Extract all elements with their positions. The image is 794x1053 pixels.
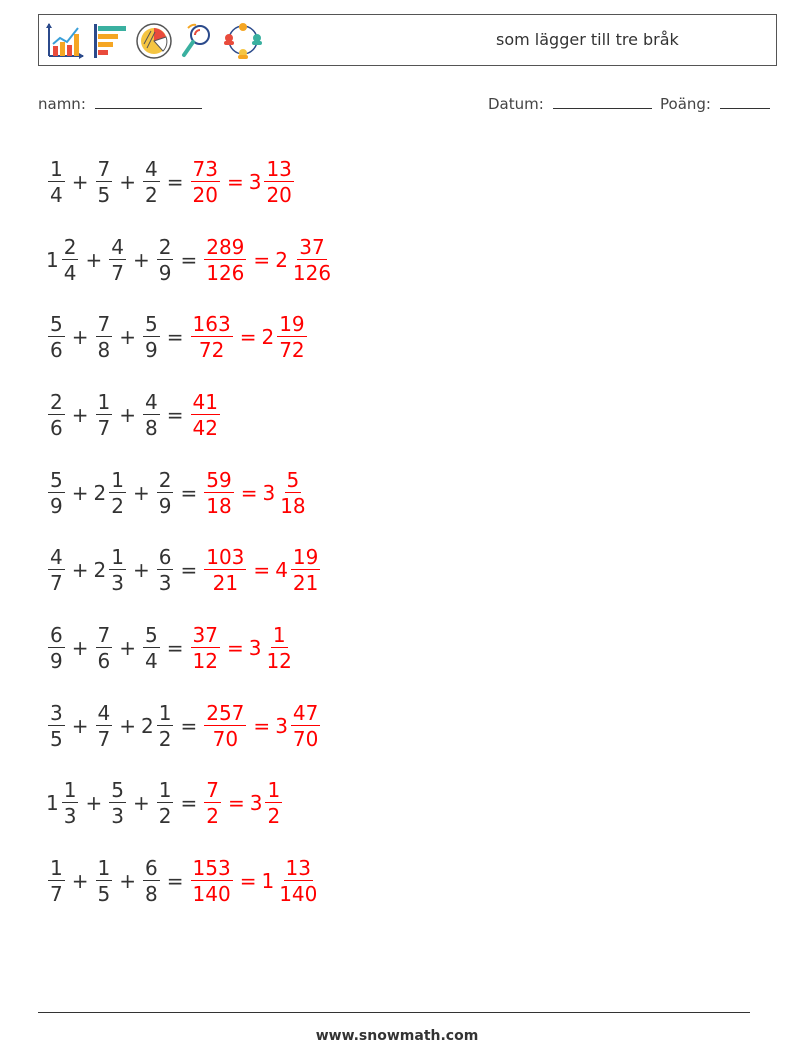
mixed-fraction [265, 778, 282, 829]
plus-operator: + [71, 480, 89, 505]
fraction [48, 545, 65, 596]
denominator: 3 [158, 571, 172, 596]
denominator: 8 [97, 338, 111, 363]
whole-number: 2 [93, 558, 107, 583]
mixed-fraction [278, 467, 307, 518]
numerator: 257 [206, 700, 245, 725]
numerator: 5 [50, 312, 63, 337]
denominator: 20 [192, 182, 218, 207]
problem-list [46, 143, 335, 920]
denominator: 9 [145, 338, 158, 363]
mixed-fraction [291, 545, 320, 596]
plus-operator: + [119, 713, 136, 738]
score-line[interactable] [720, 94, 770, 109]
numerator: 1 [97, 856, 111, 881]
answer-fraction [204, 234, 246, 285]
fraction [96, 700, 113, 751]
numerator: 1 [267, 778, 281, 803]
equals-sign: = [239, 325, 257, 350]
mixed-whole: 3 [248, 635, 262, 660]
numerator: 5 [286, 467, 300, 492]
denominator: 4 [63, 260, 77, 285]
numerator: 153 [192, 856, 231, 881]
equals-sign: = [166, 169, 184, 194]
equals-sign: = [226, 169, 244, 194]
numerator: 4 [145, 156, 158, 181]
numerator: 4 [50, 545, 63, 570]
problem-row [46, 687, 335, 765]
name-field [38, 94, 202, 113]
numerator: 2 [158, 234, 172, 259]
denominator: 2 [158, 804, 172, 829]
answer-fraction [191, 622, 220, 673]
numerator: 1 [50, 156, 63, 181]
denominator: 18 [206, 493, 232, 518]
answer-fraction [204, 545, 246, 596]
answer-fraction [191, 389, 220, 440]
fraction [143, 312, 160, 363]
header-box [38, 14, 777, 66]
plus-operator: + [71, 169, 89, 194]
equals-sign: = [180, 558, 198, 583]
plus-operator: + [132, 247, 150, 272]
equals-sign: = [253, 247, 271, 272]
equals-sign: = [227, 791, 245, 816]
equals-sign: = [180, 713, 198, 738]
denominator: 8 [145, 415, 158, 440]
equals-sign: = [166, 402, 184, 427]
horizontal-bars-icon [92, 22, 128, 60]
numerator: 5 [111, 778, 124, 803]
mixed-whole: 3 [262, 480, 276, 505]
numerator: 3 [50, 700, 63, 725]
numerator: 1 [63, 778, 77, 803]
numerator: 7 [97, 156, 111, 181]
equals-sign: = [253, 558, 271, 583]
denominator: 2 [206, 804, 219, 829]
denominator: 72 [279, 338, 305, 363]
numerator: 59 [206, 467, 232, 492]
numerator: 19 [279, 312, 305, 337]
numerator: 163 [192, 312, 231, 337]
denominator: 12 [192, 648, 218, 673]
problem-row [46, 298, 335, 376]
denominator: 7 [50, 882, 63, 907]
date-label: Datum: [488, 95, 544, 113]
answer-fraction [191, 856, 233, 907]
whole-number: 2 [93, 480, 107, 505]
numerator: 7 [206, 778, 219, 803]
fraction [48, 700, 65, 751]
mixed-whole: 3 [275, 713, 288, 738]
denominator: 5 [97, 882, 111, 907]
numerator: 5 [50, 467, 63, 492]
fraction [143, 156, 160, 207]
score-field [660, 94, 770, 113]
mixed-fraction [291, 234, 333, 285]
plus-operator: + [119, 869, 136, 894]
mixed-whole: 3 [248, 169, 262, 194]
denominator: 72 [198, 338, 225, 363]
denominator: 7 [97, 415, 111, 440]
equals-sign: = [253, 713, 271, 738]
denominator: 8 [145, 882, 158, 907]
mixed-whole: 3 [249, 791, 263, 816]
fraction [48, 467, 65, 518]
numerator: 5 [145, 622, 158, 647]
denominator: 126 [206, 260, 245, 285]
problem-row [46, 609, 335, 687]
numerator: 6 [145, 856, 158, 881]
denominator: 3 [111, 804, 124, 829]
numerator: 1 [111, 467, 124, 492]
numerator: 13 [285, 856, 311, 881]
numerator: 41 [192, 389, 218, 414]
denominator: 70 [292, 726, 319, 751]
fraction [48, 856, 65, 907]
denominator: 140 [192, 882, 231, 907]
fraction [96, 622, 113, 673]
denominator: 9 [50, 648, 63, 673]
equals-sign: = [166, 869, 184, 894]
denominator: 2 [158, 726, 172, 751]
fraction [96, 156, 113, 207]
denominator: 9 [50, 493, 63, 518]
numerator: 289 [206, 234, 245, 259]
problem-row [46, 376, 335, 454]
denominator: 7 [111, 260, 124, 285]
numerator: 7 [97, 622, 111, 647]
fraction [143, 622, 160, 673]
plus-operator: + [71, 402, 89, 427]
denominator: 6 [97, 648, 111, 673]
denominator: 2 [145, 182, 158, 207]
fraction [157, 778, 174, 829]
mixed-fraction [264, 156, 293, 207]
plus-operator: + [132, 480, 150, 505]
denominator: 42 [192, 415, 218, 440]
answer-fraction [191, 156, 220, 207]
denominator: 3 [63, 804, 77, 829]
fraction [109, 778, 126, 829]
fraction [109, 234, 126, 285]
problem-row [46, 454, 335, 532]
equals-sign: = [180, 480, 198, 505]
numerator: 6 [158, 545, 172, 570]
denominator: 5 [50, 726, 63, 751]
denominator: 4 [50, 182, 63, 207]
denominator: 21 [292, 571, 319, 596]
plus-operator: + [119, 325, 136, 350]
problem-row [46, 842, 335, 920]
plus-operator: + [119, 169, 136, 194]
numerator: 5 [145, 312, 158, 337]
whole-number: 1 [46, 247, 59, 272]
fraction [48, 389, 65, 440]
problem-row [46, 143, 335, 221]
denominator: 126 [292, 260, 332, 285]
numerator: 103 [206, 545, 245, 570]
equals-sign: = [166, 635, 184, 660]
plus-operator: + [119, 635, 136, 660]
fraction [157, 545, 174, 596]
numerator: 4 [145, 389, 158, 414]
mixed-fraction [277, 856, 319, 907]
answer-fraction [191, 312, 233, 363]
numerator: 4 [111, 234, 124, 259]
header-icons [45, 19, 265, 63]
answer-fraction [204, 467, 233, 518]
fraction [96, 389, 113, 440]
answer-fraction [204, 700, 246, 751]
plus-operator: + [132, 558, 150, 583]
denominator: 9 [158, 260, 172, 285]
equals-sign: = [180, 791, 198, 816]
fraction [62, 778, 79, 829]
denominator: 20 [266, 182, 292, 207]
numerator: 1 [272, 622, 286, 647]
whole-number: 1 [46, 791, 59, 816]
problem-row [46, 765, 335, 843]
denominator: 7 [50, 571, 63, 596]
worksheet-title: som lägger till tre bråk [496, 30, 679, 49]
fraction [109, 467, 126, 518]
numerator: 7 [97, 312, 111, 337]
mixed-whole: 2 [275, 247, 288, 272]
fraction [62, 234, 79, 285]
fraction [48, 622, 65, 673]
numerator: 2 [50, 389, 63, 414]
denominator: 7 [97, 726, 111, 751]
plus-operator: + [71, 558, 89, 583]
numerator: 13 [266, 156, 292, 181]
denominator: 12 [266, 648, 292, 673]
denominator: 9 [158, 493, 172, 518]
footer-url: www.snowmath.com [315, 1028, 479, 1044]
denominator: 140 [279, 882, 318, 907]
numerator: 1 [158, 700, 172, 725]
fraction [48, 156, 65, 207]
denominator: 4 [145, 648, 158, 673]
numerator: 37 [299, 234, 325, 259]
equals-sign: = [180, 247, 198, 272]
plus-operator: + [71, 713, 89, 738]
date-line[interactable] [553, 94, 652, 109]
mixed-whole: 4 [275, 558, 288, 583]
magnifier-icon [180, 22, 214, 60]
plus-operator: + [85, 791, 103, 816]
plus-operator: + [85, 247, 103, 272]
fraction [157, 234, 174, 285]
plus-operator: + [71, 635, 89, 660]
numerator: 1 [158, 778, 172, 803]
name-label: namn: [38, 95, 86, 113]
numerator: 2 [158, 467, 172, 492]
name-line[interactable] [95, 94, 202, 109]
mixed-fraction [291, 700, 320, 751]
mixed-whole: 2 [261, 325, 275, 350]
problem-row [46, 221, 335, 299]
denominator: 3 [111, 571, 124, 596]
plus-operator: + [132, 791, 150, 816]
denominator: 70 [212, 726, 239, 751]
numerator: 2 [63, 234, 77, 259]
numerator: 19 [292, 545, 319, 570]
mixed-whole: 1 [261, 869, 275, 894]
mixed-fraction [277, 312, 306, 363]
numerator: 47 [292, 700, 319, 725]
equals-sign: = [240, 480, 258, 505]
denominator: 2 [267, 804, 281, 829]
equals-sign: = [166, 325, 184, 350]
numerator: 6 [50, 622, 63, 647]
date-field [488, 94, 652, 113]
fraction [157, 700, 174, 751]
plus-operator: + [71, 325, 89, 350]
fraction [96, 856, 113, 907]
numerator: 4 [97, 700, 111, 725]
people-network-icon [221, 22, 265, 60]
fraction [157, 467, 174, 518]
fraction [143, 389, 160, 440]
equals-sign: = [239, 869, 257, 894]
denominator: 2 [111, 493, 124, 518]
numerator: 73 [192, 156, 218, 181]
plus-operator: + [119, 402, 136, 427]
denominator: 6 [50, 415, 63, 440]
fraction [48, 312, 65, 363]
denominator: 5 [97, 182, 111, 207]
pie-chart-icon [135, 22, 173, 60]
numerator: 1 [50, 856, 63, 881]
mixed-fraction [264, 622, 293, 673]
denominator: 21 [212, 571, 239, 596]
numerator: 37 [192, 622, 218, 647]
plus-operator: + [71, 869, 89, 894]
fraction [143, 856, 160, 907]
fraction [96, 312, 113, 363]
numerator: 1 [111, 545, 124, 570]
denominator: 6 [50, 338, 63, 363]
bar-chart-icon [45, 22, 85, 60]
whole-number: 2 [141, 713, 154, 738]
denominator: 18 [280, 493, 306, 518]
score-label: Poäng: [660, 95, 711, 113]
equals-sign: = [226, 635, 244, 660]
numerator: 1 [97, 389, 111, 414]
answer-fraction [204, 778, 221, 829]
fraction [109, 545, 126, 596]
footer-divider [38, 1012, 750, 1013]
problem-row [46, 531, 335, 609]
